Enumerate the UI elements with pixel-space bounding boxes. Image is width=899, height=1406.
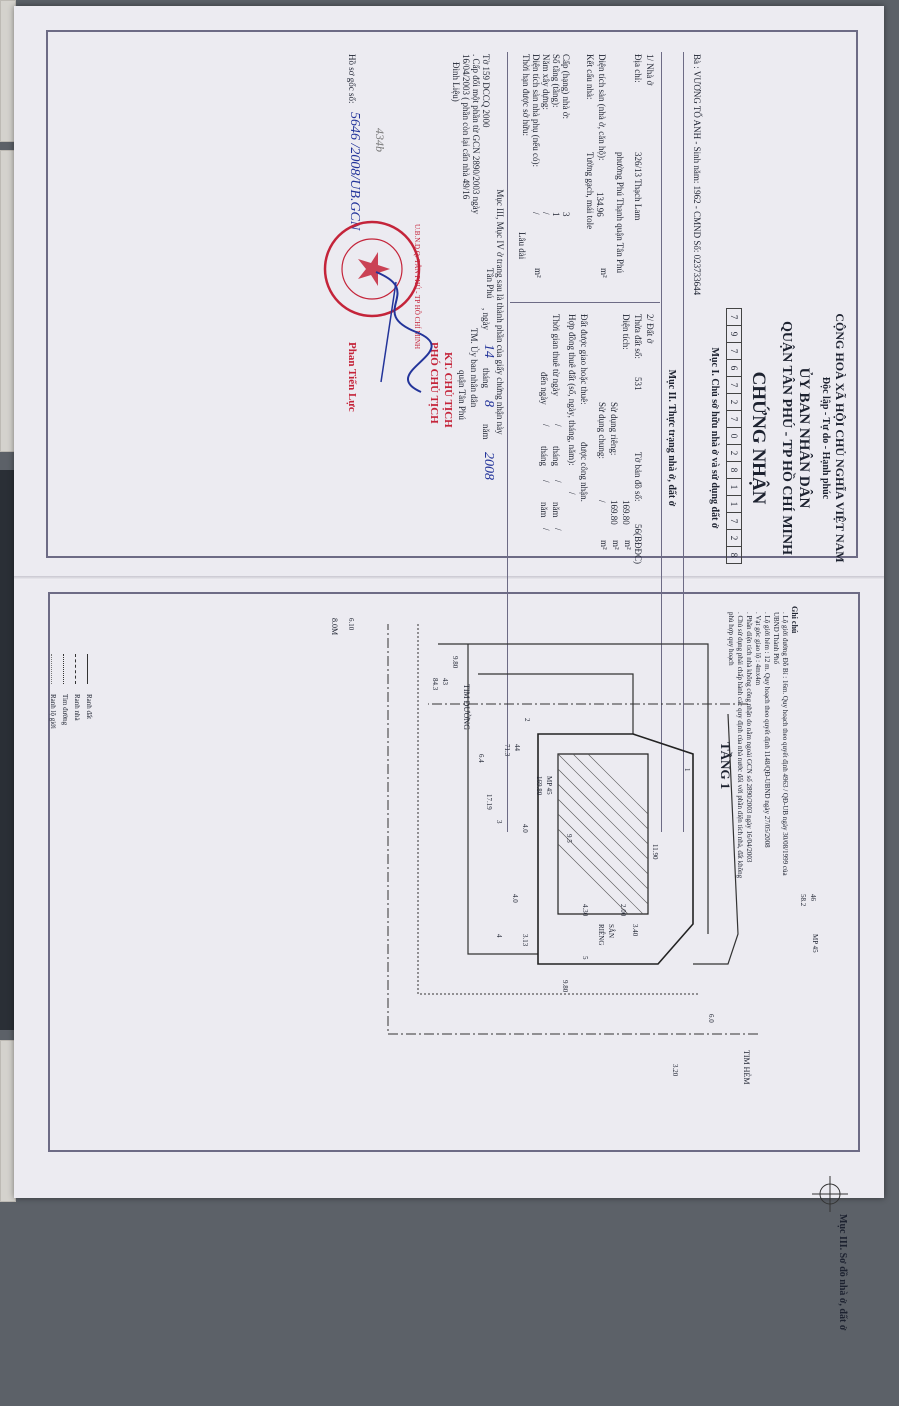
lease-to-month: / xyxy=(541,480,551,483)
legend-item: Tim đường xyxy=(61,694,69,726)
note-line: UBND Thành Phố xyxy=(772,612,780,664)
date-prefix: , ngày xyxy=(481,308,491,330)
floors-value: 1 xyxy=(551,212,561,217)
dim-17-19: 17.19 xyxy=(485,794,493,810)
parcel-label: Thửa đất số: xyxy=(633,314,643,359)
serial-digit: 7 xyxy=(726,377,742,394)
structure-value: Tường gạch, mái tole xyxy=(585,152,595,230)
serial-digit: 9 xyxy=(726,326,742,343)
floor-label: TẦNG 1 xyxy=(718,742,733,790)
dim-6-4: 6.4 xyxy=(477,754,485,763)
address-label: Địa chỉ: xyxy=(633,54,643,83)
signature-title-2: PHÓ CHỦ TỊCH xyxy=(428,342,440,424)
notes-heading: Ghi chú xyxy=(790,606,799,634)
floor-area-label: Diện tích sàn (nhà ở, căn hộ): xyxy=(597,54,607,161)
address-line-1: 326/13 Thạch Lam xyxy=(633,152,643,221)
term-value: Lâu dài xyxy=(517,232,527,260)
serial-digit: 1 xyxy=(726,496,742,513)
dim-6-10: 6.10 xyxy=(347,618,355,631)
main-parcel-id-2: MP 45 xyxy=(811,934,819,953)
committee-line-2: QUẬN TÂN PHÚ - TP HỒ CHÍ MINH xyxy=(779,321,794,555)
lease-year-label: năm xyxy=(539,502,549,518)
lease-contract-label: Hợp đồng thuê đất (số, ngày, tháng, năm): xyxy=(567,314,577,466)
dim-3-40: 3.40 xyxy=(631,924,639,937)
main-parcel-id: MP 45 xyxy=(545,776,553,795)
lease-to-day: / xyxy=(541,424,551,427)
committee-line-1: ỦY BAN NHÂN DÂN xyxy=(796,367,812,509)
certificate-title: CHỨNG NHẬN xyxy=(748,371,769,505)
dim-3-20: 3.20 xyxy=(671,1064,679,1077)
neighbor-46: 46 xyxy=(809,894,817,901)
certificate-back-page xyxy=(48,592,860,1331)
note-line: . Lộ giới đường Đỗ Bí : 16m. Quy hoạch theo quyết định 4963 / QĐ-UB ngày 30/08/1999 của xyxy=(781,612,789,876)
section1-heading: Mục I. Chủ sở hữu nhà ở và sử dụng đất ở xyxy=(709,347,720,529)
legend-swatch-dotted xyxy=(51,654,52,684)
corner-5: 5 xyxy=(581,956,589,960)
dim-9-80-b: 9.80 xyxy=(561,980,569,993)
note-line: . Lộ giới hẻm : 12 m. Quy hoạch theo quyết định 1148/QĐ-UBND ngày 27/05/2008 xyxy=(763,612,771,848)
year-value: / xyxy=(541,212,551,215)
dim-8m: 8.0M xyxy=(330,618,339,636)
dim-4-0-a: 4.0 xyxy=(521,824,529,833)
signature-org-2: quận Tân Phú xyxy=(457,370,467,420)
legend-item: Ranh nhà xyxy=(73,694,81,721)
boundary-line xyxy=(478,674,633,734)
dim-4-0-b: 4.0 xyxy=(511,894,519,903)
unit-m2: m² xyxy=(533,268,543,278)
serial-digit: 1 xyxy=(726,479,742,496)
yard-label: SÂN xyxy=(607,924,615,939)
serial-digit: 7 xyxy=(726,513,742,530)
serial-digit: 2 xyxy=(726,394,742,411)
corner-1: 1 xyxy=(683,768,691,772)
dim-3-13: 3.13 xyxy=(521,934,529,947)
dim-4-30: 4.30 xyxy=(581,904,589,917)
private-use-label: Sử dụng riêng: xyxy=(609,402,619,456)
doc-line-2: . Cấp đổi một phần từ GCN 2890/2003 ngày xyxy=(471,54,481,215)
corner-3: 3 xyxy=(495,820,503,824)
note-line: phù hợp quy hoạch xyxy=(727,612,735,666)
main-parcel-area: 169.80 xyxy=(535,776,543,796)
serial-digit: 7 xyxy=(726,308,742,326)
serial-digit: 0 xyxy=(726,428,742,445)
unit-m2: m² xyxy=(623,540,633,550)
site-plan-diagram xyxy=(298,594,858,1406)
unit-m2: m² xyxy=(599,540,609,550)
serial-digit: 8 xyxy=(726,547,742,564)
allocated-label: Đất được giao hoặc thuê: xyxy=(579,314,589,405)
signature-title-1: KT. CHỦ TỊCH xyxy=(442,352,454,428)
neighbor-44: 44 xyxy=(513,744,521,751)
legend-swatch-solid xyxy=(87,654,88,684)
unit-m2: m² xyxy=(599,268,609,278)
boundary-line xyxy=(468,644,538,954)
floors-label: Số tầng (tầng): xyxy=(551,54,561,108)
margin-note: 434b xyxy=(373,128,387,152)
section3-heading: Mục III. Sơ đồ nhà ở, đất ở xyxy=(837,1214,848,1331)
doc-line-1: Tờ 159 DCCQ 2000 xyxy=(481,54,491,128)
serial-digit: 2 xyxy=(726,445,742,462)
column-divider xyxy=(510,302,660,303)
issue-month: 8 xyxy=(481,400,496,407)
lease-month-label: tháng xyxy=(539,446,549,466)
doc-line-4: Đình Liệu) xyxy=(451,62,461,102)
floor-area-value: 134.96 xyxy=(595,192,605,217)
issue-place: Tân Phú xyxy=(485,268,495,299)
lease-to-year: / xyxy=(541,528,551,531)
certificate-front-page xyxy=(46,30,858,564)
note-line: . Chủ sử dụng phải chấp hành các quy định của nhà nước đối với phần diện tích nhà, đất không xyxy=(736,612,744,879)
issue-day: 14 xyxy=(481,344,496,358)
signer-name: Phan Tiến Lực xyxy=(346,342,358,412)
parcel-value: 531 xyxy=(633,377,643,391)
house-heading: 1/ Nhà ở xyxy=(645,54,655,86)
map-sheet-value: 56(BĐĐC) xyxy=(633,524,643,564)
serial-number-boxes xyxy=(726,308,742,564)
aux-area-value: / xyxy=(531,212,541,215)
dim-6-0: 6.0 xyxy=(707,1014,715,1023)
republic-title: CỘNG HOÀ XÃ HỘI CHỦ NGHĨA VIỆT NAM xyxy=(833,313,847,563)
lease-from-label: Thời gian thuê từ ngày xyxy=(551,314,561,397)
continuation-note: Mục III, Mục IV ở trang sau là thành phần của giấy chứng nhận này xyxy=(495,189,505,435)
land-heading: 2/ Đất ở xyxy=(645,314,655,344)
dim-2-00: 2.00 xyxy=(619,904,627,917)
structure-label: Kết cấu nhà: xyxy=(585,54,595,100)
corner-2: 2 xyxy=(523,718,531,722)
lease-from-year: / xyxy=(553,528,563,531)
lease-to-label: đến ngày xyxy=(539,372,549,405)
neighbor-43: 43 xyxy=(441,678,449,685)
dim-9-80-a: 9.80 xyxy=(451,656,459,669)
aux-area-label: Diện tích sàn nhà phụ (nếu có): xyxy=(531,54,541,167)
main-parcel-outline xyxy=(538,734,693,964)
neighbor-43-area: 84.3 xyxy=(431,678,439,691)
land-area-label: Diện tích: xyxy=(621,314,631,350)
owner-line: Bà : VƯƠNG TỐ ANH - Sinh năm: 1962 - CMND Số: 023733644 xyxy=(692,54,702,296)
yard-label-2: RIÊNG xyxy=(597,924,605,946)
dim-11-90: 11.90 xyxy=(651,844,659,860)
serial-digit: 7 xyxy=(726,411,742,428)
neighbor-44-area: 71.3 xyxy=(503,744,511,757)
private-use-value: 169.80 xyxy=(609,500,619,525)
address-line-2: phường Phú Thạnh quận Tân Phú xyxy=(615,152,625,274)
serial-digit: 7 xyxy=(726,343,742,360)
section2-heading: Mục II. Thực trạng nhà ở, đất ở xyxy=(666,369,677,507)
legend-swatch-dashdot xyxy=(63,654,64,684)
doc-line-3: 16/04/2003 ( phần còn lại cấn nhà 49/16 xyxy=(461,54,471,200)
shared-use-label: Sử dụng chung: xyxy=(597,402,607,459)
lease-from-day: / xyxy=(553,424,563,427)
serial-digit: 8 xyxy=(726,462,742,479)
note-line: . Phần diện tích nhà không công nhận do nằm ngoài GCN số 2890/2003 ngày 16/04/2003 xyxy=(745,612,753,863)
lease-from-month: / xyxy=(553,480,563,483)
file-number-label: Hồ sơ gốc số: xyxy=(347,54,357,104)
legend-swatch-dashed xyxy=(75,654,76,684)
serial-digit: 2 xyxy=(726,530,742,547)
signature-scribble xyxy=(356,262,436,402)
grade-value: 3 xyxy=(561,212,571,217)
serial-digit: 6 xyxy=(726,360,742,377)
road-label: TIM ĐƯỜNG xyxy=(462,684,471,730)
allocated-value: được công nhận. xyxy=(579,442,589,502)
legend-item: Ranh lộ giới xyxy=(49,694,57,729)
year-word: năm xyxy=(481,424,491,440)
file-number: 5646 /2008/UB.GCN xyxy=(347,112,362,231)
lease-year-label: năm xyxy=(551,502,561,518)
legend-item: Ranh đất xyxy=(85,694,93,720)
corner-4: 4 xyxy=(495,934,503,938)
lease-month-label: tháng xyxy=(551,446,561,466)
issue-year: 2008 xyxy=(481,452,496,480)
alley-label: TIM HẺM xyxy=(742,1050,751,1085)
seal-text: U.B.N.D Q. TÂN PHÚ - TP HỒ CHÍ MINH xyxy=(413,224,421,350)
note-line: . Vạt góc giao lộ : 4mx4m xyxy=(754,612,762,686)
land-area-value: 169.80 xyxy=(621,500,631,525)
month-word: tháng xyxy=(481,368,491,388)
shared-use-value: / xyxy=(597,500,607,503)
map-sheet-label: Tờ bản đồ số: xyxy=(633,452,643,502)
year-label: Năm xây dựng: xyxy=(541,54,551,110)
unit-m2: m² xyxy=(611,540,621,550)
grade-label: Cấp (hạng) nhà ở: xyxy=(561,54,571,119)
dim-9-5: 9.5 xyxy=(565,834,573,843)
lease-contract-value: / xyxy=(567,492,577,495)
motto: Độc lập - Tự do - Hạnh phúc xyxy=(820,376,831,500)
neighbor-46-area: 58.2 xyxy=(799,894,807,907)
term-label: Thời hạn được sở hữu: xyxy=(521,54,531,137)
signature-org-1: TM. Ủy ban nhân dân xyxy=(469,328,479,408)
